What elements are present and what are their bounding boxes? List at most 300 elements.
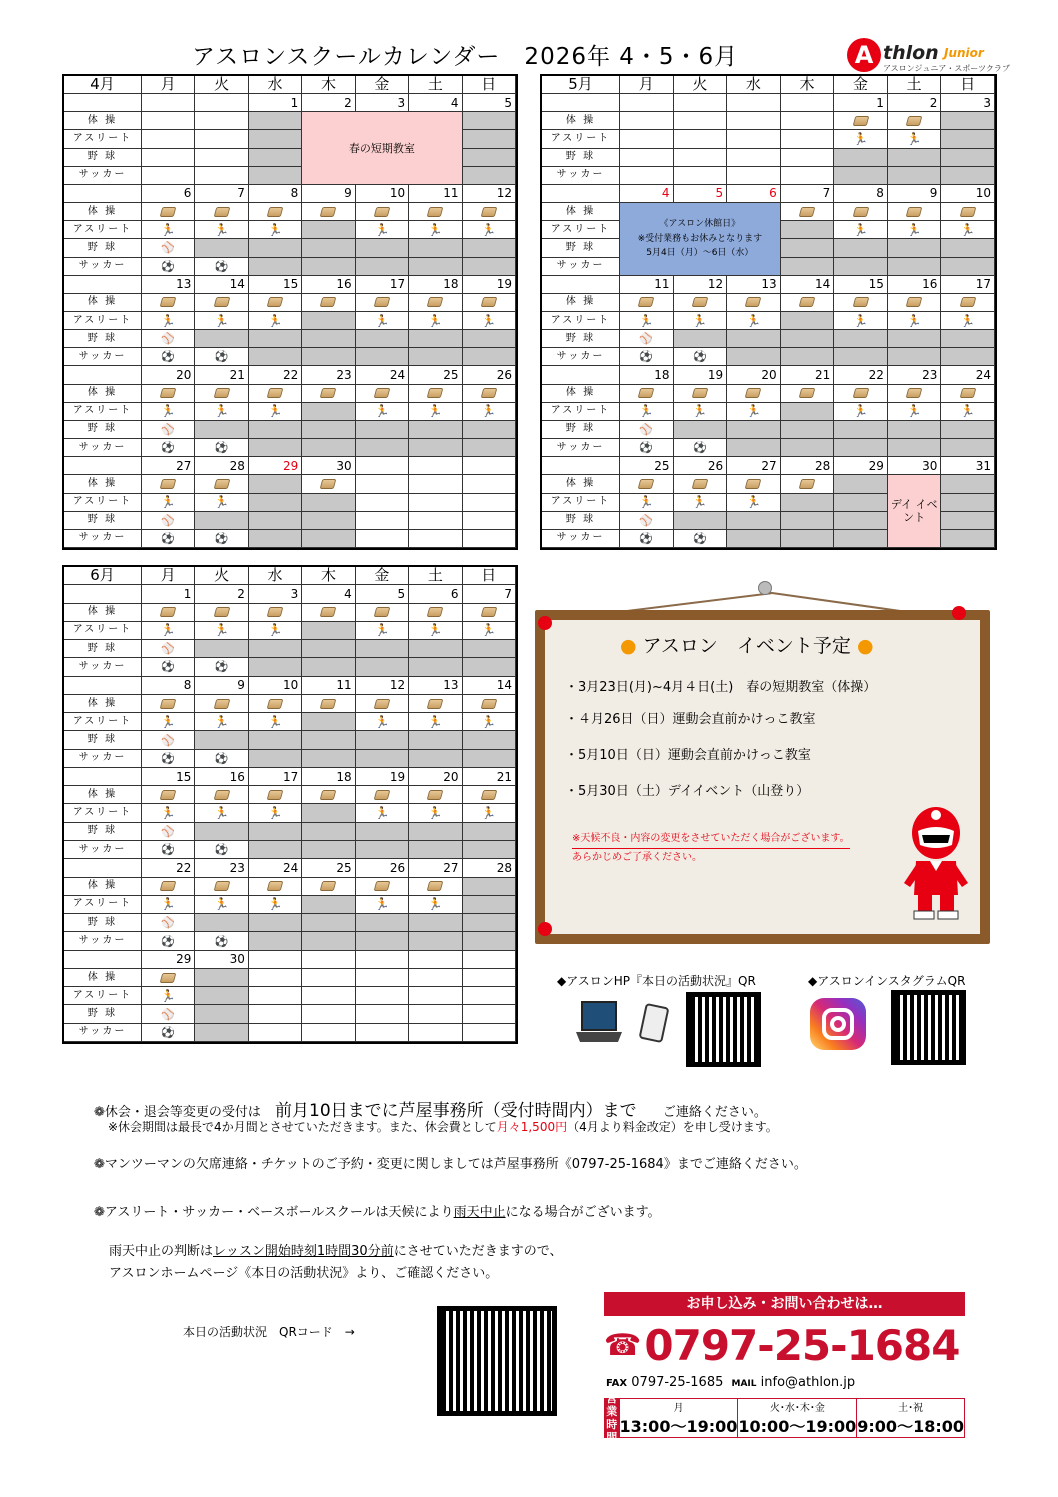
runner-icon: 🏃 xyxy=(853,313,869,328)
class-cell[interactable] xyxy=(195,403,248,421)
day-number: 29 xyxy=(249,457,302,475)
runner-icon: 🏃 xyxy=(745,313,761,328)
class-cell[interactable] xyxy=(142,512,195,530)
class-cell[interactable] xyxy=(409,896,462,914)
class-cell[interactable] xyxy=(727,494,781,512)
week-date-label xyxy=(64,366,142,384)
class-cell[interactable] xyxy=(142,914,195,932)
class-cell[interactable] xyxy=(834,203,888,221)
class-cell[interactable] xyxy=(142,421,195,439)
class-cell[interactable] xyxy=(834,221,888,239)
day-number: 18 xyxy=(620,366,674,384)
class-cell[interactable] xyxy=(409,221,462,239)
weekday-header: 火 xyxy=(195,567,248,585)
class-cell[interactable] xyxy=(195,494,248,512)
hours-label: 営業時間 xyxy=(606,1391,618,1445)
day-number xyxy=(674,94,728,112)
baseball-icon: ⚾ xyxy=(161,916,176,930)
blank-cell xyxy=(463,530,516,548)
class-cell[interactable] xyxy=(834,312,888,330)
class-cell[interactable] xyxy=(941,385,995,403)
class-cell[interactable] xyxy=(781,294,835,312)
activity-label: 野 球 xyxy=(542,239,620,257)
class-cell[interactable] xyxy=(409,403,462,421)
vaulting-box-icon xyxy=(959,297,976,307)
weekday-header: 金 xyxy=(834,76,888,94)
class-cell[interactable] xyxy=(142,987,195,1005)
empty-cell xyxy=(463,130,516,148)
vaulting-box-icon xyxy=(213,607,230,617)
class-cell[interactable] xyxy=(142,750,195,768)
class-cell[interactable] xyxy=(674,403,728,421)
notice-rain-judge-b: にさせていただきますので、 xyxy=(393,1244,563,1259)
class-cell[interactable] xyxy=(620,385,674,403)
activity-label: アスリート xyxy=(542,130,620,148)
activity-label: サッカー xyxy=(64,750,142,768)
class-cell[interactable] xyxy=(142,348,195,366)
class-cell[interactable] xyxy=(941,221,995,239)
class-cell[interactable] xyxy=(674,439,728,457)
class-cell[interactable] xyxy=(888,294,942,312)
class-cell[interactable] xyxy=(142,439,195,457)
class-cell[interactable] xyxy=(302,475,355,493)
class-cell[interactable] xyxy=(142,841,195,859)
activity-label: サッカー xyxy=(64,1024,142,1042)
mail-address[interactable]: info@athlon.jp xyxy=(760,1375,856,1390)
class-cell[interactable] xyxy=(463,203,516,221)
blank-cell xyxy=(302,987,355,1005)
empty-cell xyxy=(834,421,888,439)
day-number: 15 xyxy=(834,276,888,294)
soccer-ball-icon: ⚽ xyxy=(161,1025,176,1039)
vaulting-box-icon xyxy=(320,790,337,800)
class-cell[interactable] xyxy=(195,385,248,403)
day-number: 16 xyxy=(888,276,942,294)
class-cell[interactable] xyxy=(142,530,195,548)
class-cell[interactable] xyxy=(302,878,355,896)
day-number: 26 xyxy=(356,859,409,877)
activity-label: 体 操 xyxy=(64,385,142,403)
runner-icon: 🏃 xyxy=(160,404,176,419)
event-item: ・5月30日（土）デイイベント（山登り） xyxy=(565,784,810,799)
class-cell[interactable] xyxy=(142,786,195,804)
class-cell[interactable] xyxy=(142,239,195,257)
baseball-icon: ⚾ xyxy=(639,332,654,346)
empty-cell xyxy=(463,896,516,914)
class-cell[interactable] xyxy=(249,713,302,731)
notice-rain-a: ❁アスリート・サッカー・ベースボールスクールは天候により xyxy=(94,1205,454,1220)
blank-cell xyxy=(463,969,516,987)
class-cell[interactable] xyxy=(249,786,302,804)
soccer-ball-icon: ⚽ xyxy=(214,441,229,455)
class-cell[interactable] xyxy=(142,258,195,276)
class-cell[interactable] xyxy=(888,403,942,421)
runner-icon: 🏃 xyxy=(481,404,497,419)
vaulting-box-icon xyxy=(799,479,816,489)
class-cell[interactable] xyxy=(620,403,674,421)
class-cell[interactable] xyxy=(195,658,248,676)
runner-icon: 🏃 xyxy=(374,897,390,912)
class-cell[interactable] xyxy=(888,203,942,221)
runner-icon: 🏃 xyxy=(160,495,176,510)
class-cell[interactable] xyxy=(356,203,409,221)
class-cell[interactable] xyxy=(142,203,195,221)
soccer-ball-icon: ⚽ xyxy=(214,934,229,948)
class-cell[interactable] xyxy=(249,878,302,896)
vaulting-box-icon xyxy=(213,479,230,489)
class-cell[interactable] xyxy=(302,604,355,622)
day-number: 11 xyxy=(409,185,462,203)
empty-cell xyxy=(463,239,516,257)
soccer-ball-icon: ⚽ xyxy=(693,350,707,364)
class-cell[interactable] xyxy=(142,896,195,914)
class-cell[interactable] xyxy=(356,294,409,312)
empty-cell xyxy=(195,421,248,439)
class-cell[interactable] xyxy=(463,312,516,330)
class-cell[interactable] xyxy=(834,385,888,403)
class-cell[interactable] xyxy=(142,695,195,713)
class-cell[interactable] xyxy=(781,475,835,493)
class-cell[interactable] xyxy=(195,695,248,713)
class-cell[interactable] xyxy=(463,786,516,804)
class-cell[interactable] xyxy=(142,713,195,731)
class-cell[interactable] xyxy=(302,203,355,221)
vaulting-box-icon xyxy=(852,116,869,126)
class-cell[interactable] xyxy=(409,878,462,896)
event-item: ・5月10日（日）運動会直前かけっこ教室 xyxy=(565,748,811,763)
blank-cell xyxy=(463,1024,516,1042)
class-cell[interactable] xyxy=(463,403,516,421)
class-cell[interactable] xyxy=(142,604,195,622)
class-cell[interactable] xyxy=(195,622,248,640)
class-cell[interactable] xyxy=(941,312,995,330)
empty-cell xyxy=(409,932,462,950)
class-cell[interactable] xyxy=(142,731,195,749)
class-cell[interactable] xyxy=(249,604,302,622)
class-cell[interactable] xyxy=(142,804,195,822)
runner-icon: 🏃 xyxy=(267,714,283,729)
empty-cell xyxy=(888,258,942,276)
day-number xyxy=(463,951,516,969)
blank-cell xyxy=(727,112,781,130)
class-cell[interactable] xyxy=(142,878,195,896)
class-cell[interactable] xyxy=(620,494,674,512)
class-cell[interactable] xyxy=(941,203,995,221)
week-date-label xyxy=(542,185,620,203)
day-number: 21 xyxy=(463,768,516,786)
empty-cell xyxy=(781,530,835,548)
class-cell[interactable] xyxy=(142,932,195,950)
weekday-header: 木 xyxy=(302,567,355,585)
class-cell[interactable] xyxy=(463,294,516,312)
class-cell[interactable] xyxy=(463,221,516,239)
class-cell[interactable] xyxy=(781,385,835,403)
class-cell[interactable] xyxy=(620,294,674,312)
class-cell[interactable] xyxy=(142,294,195,312)
closure-line: 《アスロン休館日》 xyxy=(659,219,741,230)
class-cell[interactable] xyxy=(142,640,195,658)
class-cell[interactable] xyxy=(409,312,462,330)
notice-rain-judge-a: 雨天中止の判断は xyxy=(109,1244,214,1259)
class-cell[interactable] xyxy=(195,221,248,239)
day-number: 25 xyxy=(620,457,674,475)
class-cell[interactable] xyxy=(195,294,248,312)
class-cell[interactable] xyxy=(142,622,195,640)
day-number: 31 xyxy=(941,457,995,475)
class-cell[interactable] xyxy=(674,312,728,330)
class-cell[interactable] xyxy=(195,713,248,731)
vaulting-box-icon xyxy=(906,207,923,217)
class-cell[interactable] xyxy=(249,622,302,640)
class-cell[interactable] xyxy=(409,622,462,640)
class-cell[interactable] xyxy=(674,385,728,403)
class-cell[interactable] xyxy=(142,1024,195,1042)
weekday-header: 木 xyxy=(302,76,355,94)
class-cell[interactable] xyxy=(142,494,195,512)
vaulting-box-icon xyxy=(480,790,497,800)
class-cell[interactable] xyxy=(674,475,728,493)
runner-icon: 🏃 xyxy=(214,623,230,638)
empty-cell xyxy=(195,1024,248,1042)
blank-cell xyxy=(674,112,728,130)
class-cell[interactable] xyxy=(409,604,462,622)
class-cell[interactable] xyxy=(302,786,355,804)
class-cell[interactable] xyxy=(620,530,674,548)
class-cell[interactable] xyxy=(195,896,248,914)
class-cell[interactable] xyxy=(302,695,355,713)
class-cell[interactable] xyxy=(302,294,355,312)
class-cell[interactable] xyxy=(888,312,942,330)
class-cell[interactable] xyxy=(727,403,781,421)
vaulting-box-icon xyxy=(799,297,816,307)
vaulting-box-icon xyxy=(320,297,337,307)
weekday-header: 火 xyxy=(195,76,248,94)
class-cell[interactable] xyxy=(463,695,516,713)
runner-icon: 🏃 xyxy=(906,132,922,147)
day-number: 14 xyxy=(463,677,516,695)
instagram-icon[interactable] xyxy=(810,998,866,1050)
day-number: 2 xyxy=(302,94,355,112)
insta-qr-code[interactable] xyxy=(891,990,966,1065)
empty-cell xyxy=(463,841,516,859)
class-cell[interactable] xyxy=(356,312,409,330)
class-cell[interactable] xyxy=(249,385,302,403)
class-cell[interactable] xyxy=(142,969,195,987)
class-cell[interactable] xyxy=(620,475,674,493)
class-cell[interactable] xyxy=(409,294,462,312)
class-cell[interactable] xyxy=(249,221,302,239)
class-cell[interactable] xyxy=(781,203,835,221)
empty-cell xyxy=(302,750,355,768)
day-number: 12 xyxy=(463,185,516,203)
class-cell[interactable] xyxy=(888,112,942,130)
class-cell[interactable] xyxy=(142,1005,195,1023)
baseball-icon: ⚾ xyxy=(161,513,176,527)
class-cell[interactable] xyxy=(356,604,409,622)
empty-cell xyxy=(463,258,516,276)
class-cell[interactable] xyxy=(142,403,195,421)
class-cell[interactable] xyxy=(142,385,195,403)
class-cell[interactable] xyxy=(356,896,409,914)
runner-icon: 🏃 xyxy=(267,623,283,638)
day-number: 11 xyxy=(620,276,674,294)
class-cell[interactable] xyxy=(195,439,248,457)
class-cell[interactable] xyxy=(409,713,462,731)
day-number: 22 xyxy=(142,859,195,877)
class-cell[interactable] xyxy=(249,804,302,822)
class-cell[interactable] xyxy=(888,130,942,148)
month-label: 5月 xyxy=(542,76,620,94)
class-cell[interactable] xyxy=(195,203,248,221)
class-cell[interactable] xyxy=(356,804,409,822)
class-cell[interactable] xyxy=(409,786,462,804)
hours-time: 9:00～18:00 xyxy=(857,1417,964,1436)
activity-label: アスリート xyxy=(64,403,142,421)
activity-label: 野 球 xyxy=(64,330,142,348)
class-cell[interactable] xyxy=(620,512,674,530)
class-cell[interactable] xyxy=(409,203,462,221)
class-cell[interactable] xyxy=(302,385,355,403)
empty-cell xyxy=(888,167,942,185)
class-cell[interactable] xyxy=(142,475,195,493)
class-cell[interactable] xyxy=(195,932,248,950)
activity-label: 体 操 xyxy=(542,112,620,130)
class-cell[interactable] xyxy=(356,622,409,640)
week-date-label xyxy=(542,94,620,112)
class-cell[interactable] xyxy=(195,258,248,276)
class-cell[interactable] xyxy=(941,403,995,421)
class-cell[interactable] xyxy=(356,695,409,713)
empty-cell xyxy=(941,530,995,548)
day-number: 23 xyxy=(888,366,942,384)
weekday-header: 木 xyxy=(781,76,835,94)
runner-icon: 🏃 xyxy=(481,222,497,237)
class-cell[interactable] xyxy=(941,294,995,312)
class-cell[interactable] xyxy=(727,312,781,330)
class-cell[interactable] xyxy=(356,221,409,239)
class-cell[interactable] xyxy=(195,475,248,493)
empty-cell xyxy=(249,112,302,130)
class-cell[interactable] xyxy=(195,604,248,622)
activity-qr-code[interactable] xyxy=(437,1306,557,1416)
class-cell[interactable] xyxy=(195,348,248,366)
class-cell[interactable] xyxy=(888,221,942,239)
class-cell[interactable] xyxy=(142,330,195,348)
vaulting-box-icon xyxy=(427,699,444,709)
vaulting-box-icon xyxy=(320,699,337,709)
class-cell[interactable] xyxy=(463,622,516,640)
class-cell[interactable] xyxy=(409,695,462,713)
runner-icon: 🏃 xyxy=(214,806,230,821)
class-cell[interactable] xyxy=(409,804,462,822)
weekday-header: 月 xyxy=(142,567,195,585)
class-cell[interactable] xyxy=(356,786,409,804)
class-cell[interactable] xyxy=(620,421,674,439)
vaulting-box-icon xyxy=(906,116,923,126)
notice-leave-fee: 月々1,500円 xyxy=(496,1120,568,1134)
class-cell[interactable] xyxy=(834,294,888,312)
hours-col xyxy=(737,1399,856,1437)
contact-phone[interactable] xyxy=(604,1318,965,1372)
class-cell[interactable] xyxy=(727,475,781,493)
class-cell[interactable] xyxy=(142,221,195,239)
vaulting-box-icon xyxy=(160,790,177,800)
class-cell[interactable] xyxy=(195,841,248,859)
class-cell[interactable] xyxy=(249,403,302,421)
class-cell[interactable] xyxy=(249,896,302,914)
empty-cell xyxy=(781,258,835,276)
class-cell[interactable] xyxy=(409,385,462,403)
weekday-header: 土 xyxy=(409,76,462,94)
empty-cell xyxy=(249,530,302,548)
class-cell[interactable] xyxy=(195,750,248,768)
contact-fax-mail xyxy=(606,1375,855,1390)
activity-label: 体 操 xyxy=(542,385,620,403)
class-cell[interactable] xyxy=(195,530,248,548)
notice-leave-sub xyxy=(108,1118,778,1135)
class-cell[interactable] xyxy=(463,604,516,622)
class-cell[interactable] xyxy=(727,385,781,403)
class-cell[interactable] xyxy=(249,312,302,330)
empty-cell xyxy=(356,841,409,859)
class-cell[interactable] xyxy=(195,878,248,896)
vaulting-box-icon xyxy=(160,973,177,983)
class-cell[interactable] xyxy=(888,385,942,403)
class-cell[interactable] xyxy=(620,330,674,348)
class-cell[interactable] xyxy=(674,494,728,512)
class-cell[interactable] xyxy=(834,112,888,130)
class-cell[interactable] xyxy=(356,403,409,421)
day-number xyxy=(356,951,409,969)
class-cell[interactable] xyxy=(195,786,248,804)
class-cell[interactable] xyxy=(356,713,409,731)
class-cell[interactable] xyxy=(142,658,195,676)
empty-cell xyxy=(941,112,995,130)
class-cell[interactable] xyxy=(142,312,195,330)
fax-label: FAX xyxy=(606,1378,628,1389)
class-cell[interactable] xyxy=(834,130,888,148)
class-cell[interactable] xyxy=(356,385,409,403)
activity-label: サッカー xyxy=(64,439,142,457)
class-cell[interactable] xyxy=(463,385,516,403)
vaulting-box-icon xyxy=(267,297,284,307)
hp-qr-code[interactable] xyxy=(686,992,761,1067)
blank-cell xyxy=(409,987,462,1005)
closure-notice xyxy=(620,203,781,276)
class-cell[interactable] xyxy=(674,530,728,548)
vaulting-box-icon xyxy=(852,207,869,217)
class-cell[interactable] xyxy=(249,695,302,713)
class-cell[interactable] xyxy=(249,203,302,221)
class-cell[interactable] xyxy=(620,312,674,330)
class-cell[interactable] xyxy=(620,439,674,457)
class-cell[interactable] xyxy=(674,294,728,312)
class-cell[interactable] xyxy=(142,823,195,841)
blank-cell xyxy=(356,512,409,530)
class-cell[interactable] xyxy=(463,804,516,822)
class-cell[interactable] xyxy=(249,294,302,312)
class-cell[interactable] xyxy=(620,348,674,366)
empty-cell xyxy=(249,658,302,676)
class-cell[interactable] xyxy=(834,403,888,421)
class-cell[interactable] xyxy=(727,294,781,312)
empty-cell xyxy=(356,658,409,676)
class-cell[interactable] xyxy=(195,312,248,330)
class-cell[interactable] xyxy=(674,348,728,366)
class-cell[interactable] xyxy=(463,713,516,731)
class-cell[interactable] xyxy=(195,804,248,822)
class-cell[interactable] xyxy=(356,878,409,896)
